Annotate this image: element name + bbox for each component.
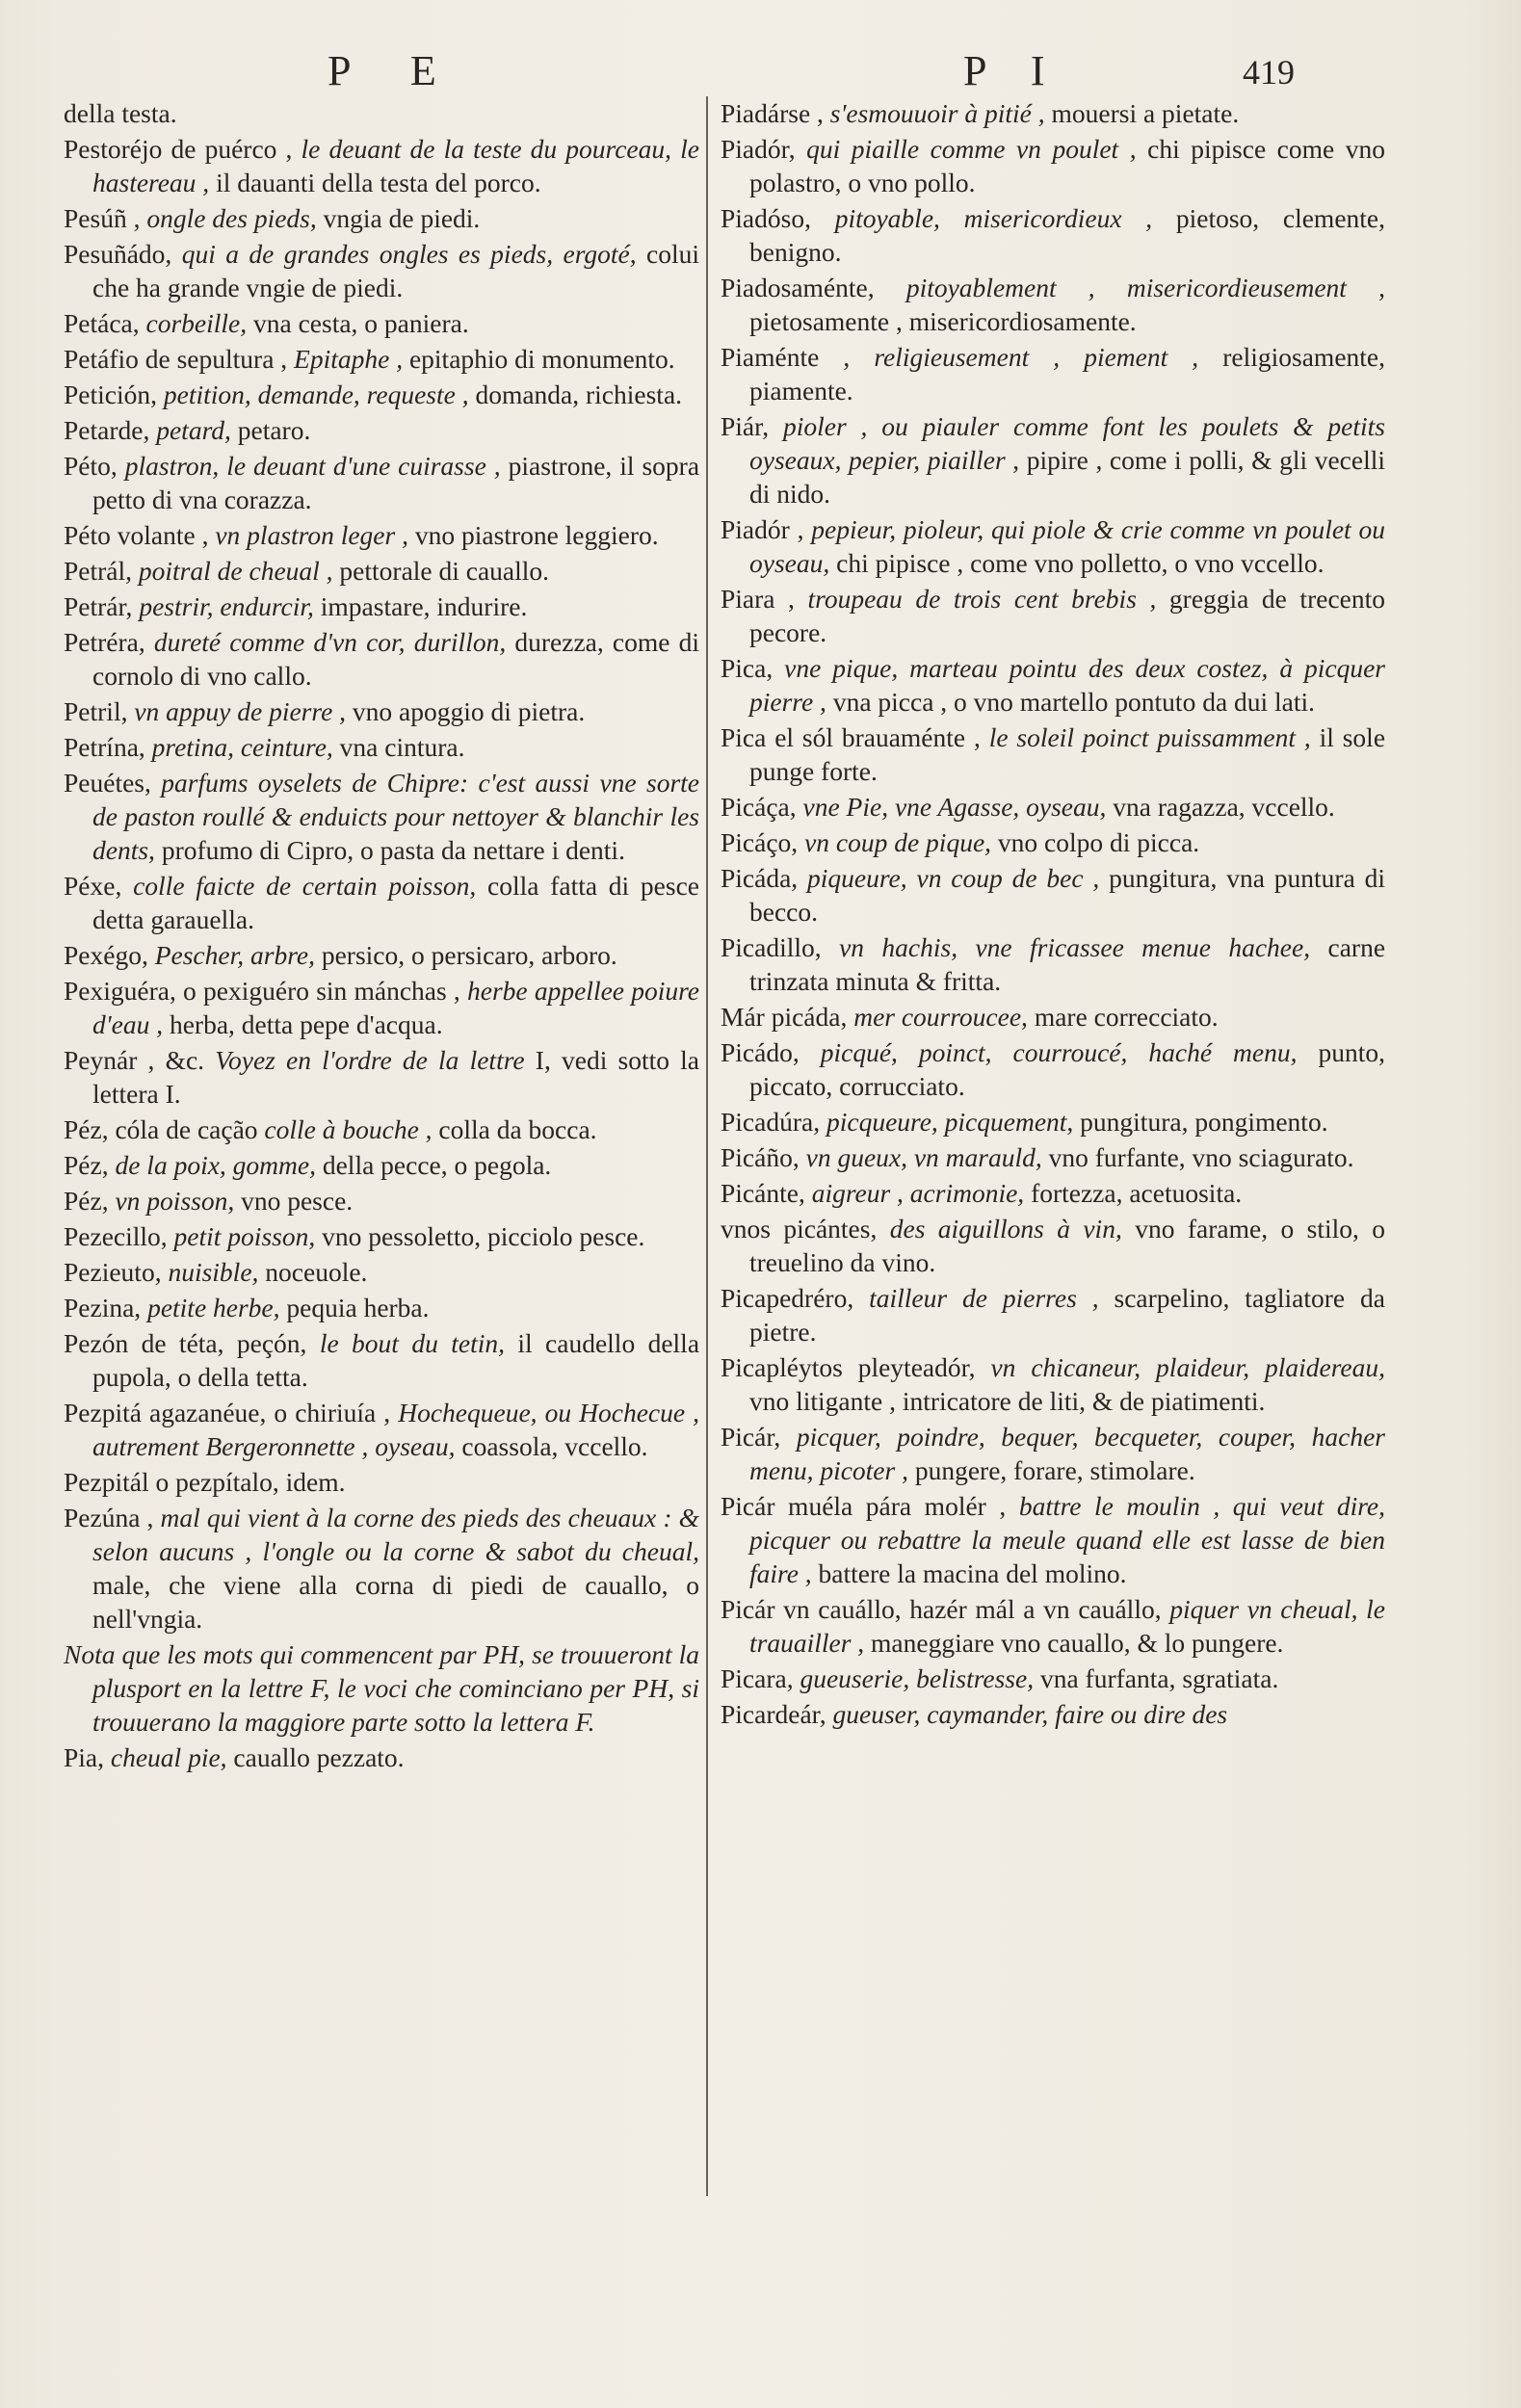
entry: Pesuñádo, qui a de grandes ongles es pieds, ergoté, colui che ha grande vngie de piedi. bbox=[64, 239, 699, 302]
entry: Pia, cheual pie, cauallo pezzato. bbox=[64, 1742, 405, 1772]
entry: Piadóso, pitoyable, misericordieux , pietoso, clemente, benigno. bbox=[721, 203, 1386, 267]
entry: Picapléytos pleyteadór, vn chicaneur, plaideur, plaidereau, vno litigante , intricatore de liti, & de piatimenti. bbox=[721, 1352, 1385, 1416]
entry: Péz, de la poix, gomme, della pecce, o pegola. bbox=[64, 1150, 552, 1180]
entry: Picara, gueuserie, belistresse, vna furfanta, sgratiata. bbox=[721, 1663, 1279, 1693]
entry: Piadór , pepieur, pioleur, qui piole & crie comme vn poulet ou oyseau, chi pipisce , come vno polletto, o vno vccello. bbox=[721, 514, 1385, 578]
entry: Peynár , &c. Voyez en l'ordre de la lettre I, vedi sotto la lettera I. bbox=[64, 1045, 699, 1109]
entry: Picáño, vn gueux, vn marauld, vno furfante, vno sciagurato. bbox=[721, 1142, 1354, 1172]
entry: Pezón de téta, peçón, le bout du tetin, il caudello della pupola, o della tetta. bbox=[64, 1328, 700, 1392]
entry: Picáço, vn coup de pique, vno colpo di picca. bbox=[721, 827, 1200, 857]
entry: Picár, picquer, poindre, bequer, becqueter, couper, hacher menu, picoter , pungere, forare, stimolare. bbox=[721, 1422, 1385, 1485]
entry: Péxe, colle faicte de certain poisson, colla fatta di pesce detta garauella. bbox=[64, 871, 699, 934]
entry: Picár muéla pára molér , battre le moulin , qui veut dire, picquer ou rebattre la meule quand elle est lasse de bien faire , battere la macina del molino. bbox=[721, 1491, 1386, 1588]
entry: Pesúñ , ongle des pieds, vngia de piedi. bbox=[64, 203, 481, 233]
entry: Petición, petition, demande, requeste , domanda, richiesta. bbox=[64, 380, 683, 409]
entry: Petrál, poitral de cheual , pettorale di cauallo. bbox=[64, 556, 550, 586]
entry: Pezina, petite herbe, pequia herba. bbox=[64, 1293, 430, 1322]
entry: Pezecillo, petit poisson, vno pessoletto, picciolo pesce. bbox=[64, 1221, 645, 1251]
entry: Picáça, vne Pie, vne Agasse, oyseau, vna ragazza, vccello. bbox=[721, 792, 1335, 822]
entry: Petrár, pestrir, endurcir, impastare, indurire. bbox=[64, 591, 528, 621]
entry: Petáca, corbeille, vna cesta, o paniera. bbox=[64, 308, 469, 338]
entry: Peuétes, parfums oyselets de Chipre: c'est aussi vne sorte de paston roullé & enduicts pour nettoyer & blanchir les dents, profumo di Cipro, o pasta da nettare i denti. bbox=[64, 768, 700, 865]
note-entry: Nota que les mots qui commencent par PH, se trouueront la plusport en la lettre F, le voci che cominciano per PH, si trouuerano la maggiore parte sotto la lettera F. bbox=[64, 1639, 699, 1737]
entry: Picapedréro, tailleur de pierres , scarpelino, tagliatore da pietre. bbox=[721, 1283, 1386, 1347]
entry: Péto, plastron, le deuant d'une cuirasse , piastrone, il sopra petto di vna corazza. bbox=[64, 451, 700, 514]
column-divider bbox=[706, 96, 708, 2196]
entry: della testa. bbox=[64, 98, 177, 128]
entry: Péto volante , vn plastron leger , vno piastrone leggiero. bbox=[64, 520, 659, 550]
entry: Picár vn cauállo, hazér mál a vn cauállo, piquer vn cheual, le trauailler , maneggiare vno cauallo, & lo pungere. bbox=[721, 1594, 1385, 1658]
running-head-right: P I bbox=[963, 47, 1062, 94]
running-head-left: P E bbox=[328, 47, 461, 94]
entry: Péz, vn poisson, vno pesce. bbox=[64, 1186, 354, 1216]
entry: Piár, pioler , ou piauler comme font les poulets & petits oyseaux, pepier, piailler , pipire , come i polli, & gli vecelli di nido. bbox=[721, 411, 1386, 509]
entry: Pica, vne pique, marteau pointu des deux costez, à picquer pierre , vna picca , o vno martello pontuto da dui lati. bbox=[721, 653, 1385, 717]
left-column bbox=[64, 96, 699, 1776]
entry: Pestoréjo de puérco , le deuant de la teste du pourceau, le hastereau , il dauanti della testa del porco. bbox=[64, 134, 699, 197]
entry: vnos picántes, des aiguillons à vin, vno farame, o stilo, o treuelino da vino. bbox=[721, 1214, 1386, 1277]
entry: Piadárse , s'esmouuoir à pitié , mouersi a pietate. bbox=[721, 98, 1240, 128]
entry: Picánte, aigreur , acrimonie, fortezza, acetuosita. bbox=[721, 1178, 1243, 1208]
page-number: 419 bbox=[1243, 53, 1295, 92]
entry: Picadúra, picqueure, picquement, pungitura, pongimento. bbox=[721, 1107, 1328, 1137]
entry: Pexiguéra, o pexiguéro sin mánchas , herbe appellee poiure d'eau , herba, detta pepe d'acqua. bbox=[64, 976, 699, 1039]
entry: Pexégo, Pescher, arbre, persico, o persicaro, arboro. bbox=[64, 940, 617, 970]
entry: Pezpitá agazanéue, o chiriuía , Hochequeue, ou Hochecue , autrement Bergeronnette , oyseau, coassola, vccello. bbox=[64, 1398, 700, 1461]
entry: Picádo, picqué, poinct, courroucé, haché menu, punto, piccato, corrucciato. bbox=[721, 1037, 1385, 1101]
entry: Picáda, piqueure, vn coup de bec , pungitura, vna puntura di becco. bbox=[721, 863, 1386, 927]
entry: Péz, cóla de cação colle à bouche , colla da bocca. bbox=[64, 1114, 597, 1144]
entry: Pezieuto, nuisible, noceuole. bbox=[64, 1257, 368, 1287]
entry: Pica el sól brauaménte , le soleil poinct puissamment , il sole punge forte. bbox=[721, 722, 1386, 786]
entry: Piadór, qui piaille comme vn poulet , chi pipisce come vno polastro, o vno pollo. bbox=[721, 134, 1386, 197]
entry: Petrína, pretina, ceinture, vna cintura. bbox=[64, 732, 465, 762]
entry: Piaménte , religieusement , piement , religiosamente, piamente. bbox=[721, 342, 1385, 406]
entry: Picadillo, vn hachis, vne fricassee menue hachee, carne trinzata minuta & fritta. bbox=[721, 932, 1386, 996]
entry: Piara , troupeau de trois cent brebis , greggia de trecento pecore. bbox=[721, 584, 1385, 647]
entry: Petréra, dureté comme d'vn cor, durillon, durezza, come di cornolo di vno callo. bbox=[64, 627, 699, 691]
entry: Petáfio de sepultura , Epitaphe , epitaphio di monumento. bbox=[64, 344, 675, 374]
entry: Pezpitál o pezpítalo, idem. bbox=[64, 1467, 346, 1497]
entry: Picardeár, gueuser, caymander, faire ou dire des bbox=[721, 1699, 1228, 1729]
entry: Piadosaménte, pitoyablement , misericordieusement , pietosamente , misericordiosamente. bbox=[721, 273, 1385, 336]
right-column bbox=[721, 96, 1385, 1733]
entry: Petarde, petard, petaro. bbox=[64, 415, 311, 445]
entry: Már picáda, mer courroucee, mare correcciato. bbox=[721, 1002, 1219, 1032]
entry: Pezúna , mal qui vient à la corne des pieds des cheuaux : & selon aucuns , l'ongle ou la corne & sabot du cheual, male, che viene alla corna di piedi de cauallo, o nell'vngia. bbox=[64, 1503, 699, 1634]
entry: Petril, vn appuy de pierre , vno apoggio di pietra. bbox=[64, 696, 586, 726]
page-header bbox=[0, 46, 1521, 104]
